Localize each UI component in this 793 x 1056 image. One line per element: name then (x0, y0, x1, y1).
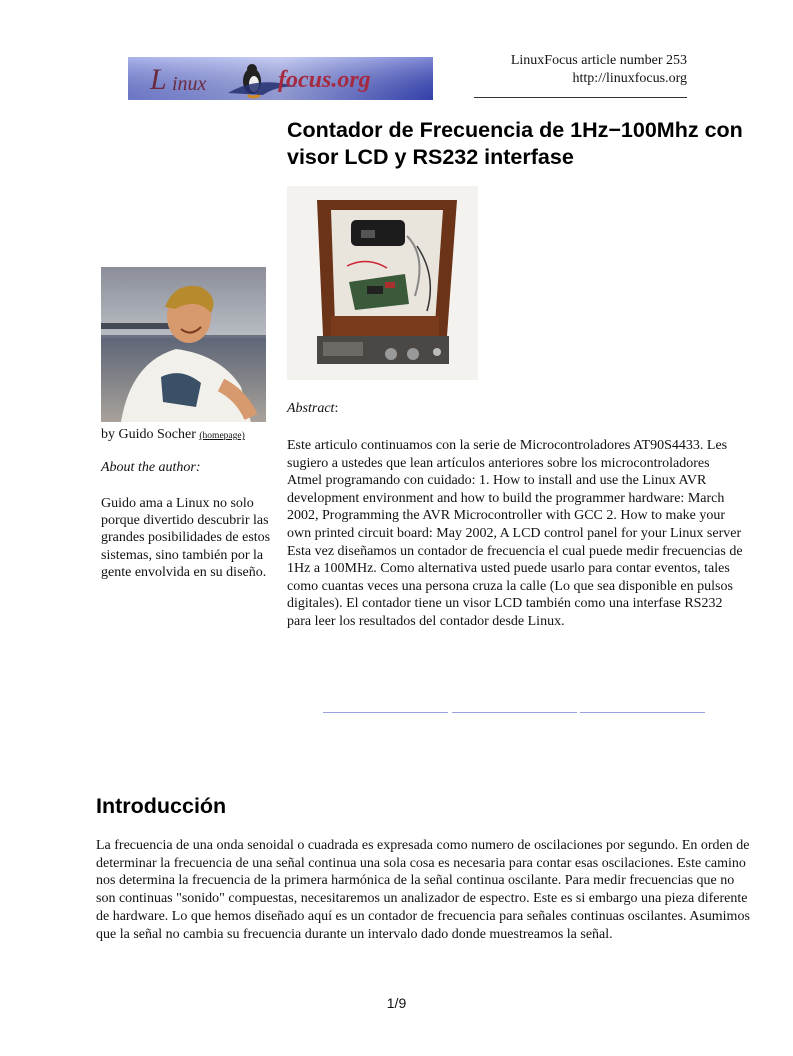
abstract-label (287, 401, 338, 417)
article-title: Contador de Frecuencia de 1Hz−100Mhz con visor LCD y RS232 interfase (287, 118, 743, 169)
logo-graphic (128, 57, 433, 100)
svg-text:focus.org: focus.org (278, 67, 371, 93)
separator-line (580, 712, 705, 713)
about-author-heading: About the author: (101, 460, 201, 475)
header-divider (474, 97, 687, 98)
frequency-counter-photo (287, 186, 478, 380)
svg-text:L: L (150, 63, 167, 96)
author-photo (101, 267, 266, 422)
article-number: LinuxFocus article number 253 (510, 53, 687, 68)
homepage-link[interactable]: (homepage) (199, 431, 245, 441)
separator-line (323, 712, 448, 713)
svg-text:inux: inux (172, 73, 207, 95)
intro-paragraph: La frecuencia de una onda senoidal o cuadrada es expresada como numero de oscilaciones por segundo. En orden de determinar la frecuencia de una señal continua una sola cosa es necesaria para contar esas oscilaciones. Este camino nos determina la frecuencia de la primera harmónica de la señal continua oscilante. Para medir frecuencias que no son continuas "sonido" compuestas, necesitaremos un analizador de espectro. Este es si embargo una pieza diferente de hardware. Lo que hemos diseñado aquí es un contador de frecuencia para señales continuas oscilantes. Asumimos que la señal no cambia su frecuencia durante un intervalo dado donde muestreamos la señal. (96, 838, 750, 942)
abstract-label-colon: : (334, 401, 339, 416)
author-name: by Guido Socher (101, 427, 196, 442)
section-heading-introduccion: Introducción (96, 794, 227, 818)
page-number: 1/9 (386, 995, 407, 1011)
article-meta (511, 52, 687, 88)
author-byline (101, 426, 281, 445)
about-author-text: Guido ama a Linux no solo porque divertido descubrir las grandes posibilidades de estos sistemas, sino también por la gente envolvida en su diseño. (101, 496, 271, 580)
abstract-text: Este articulo continuamos con la serie de Microcontroladores AT90S4433. Les sugiero a ustedes que lean artículos anteriores sobre los microcontroladores Atmel programando con cuidado: 1. How to install and use the Linux AVR development environment and how to build the programmer hardware: March 2002, Programming the AVR Microcontroller with GCC 2. How to make your own printed circuit board: May 2002, A LCD control panel for your Linux server Esta vez diseñamos un contador de frecuencia el cual puede medir frecuencias de 1Hz a 100MHz. Como alternativa usted puede usarlo para contar eventos, tales como cuantas veces una persona cruza la calle (Lo que sea disponible en pulsos digitales). El contador tiene un visor LCD también como una interfase RS232 para leer los resultados del contador desde Linux. (287, 438, 743, 629)
separator-line (452, 712, 577, 713)
abstract-label-text: Abstract (287, 401, 335, 416)
linuxfocus-logo[interactable] (128, 57, 433, 100)
site-url[interactable]: http://linuxfocus.org (572, 71, 687, 86)
